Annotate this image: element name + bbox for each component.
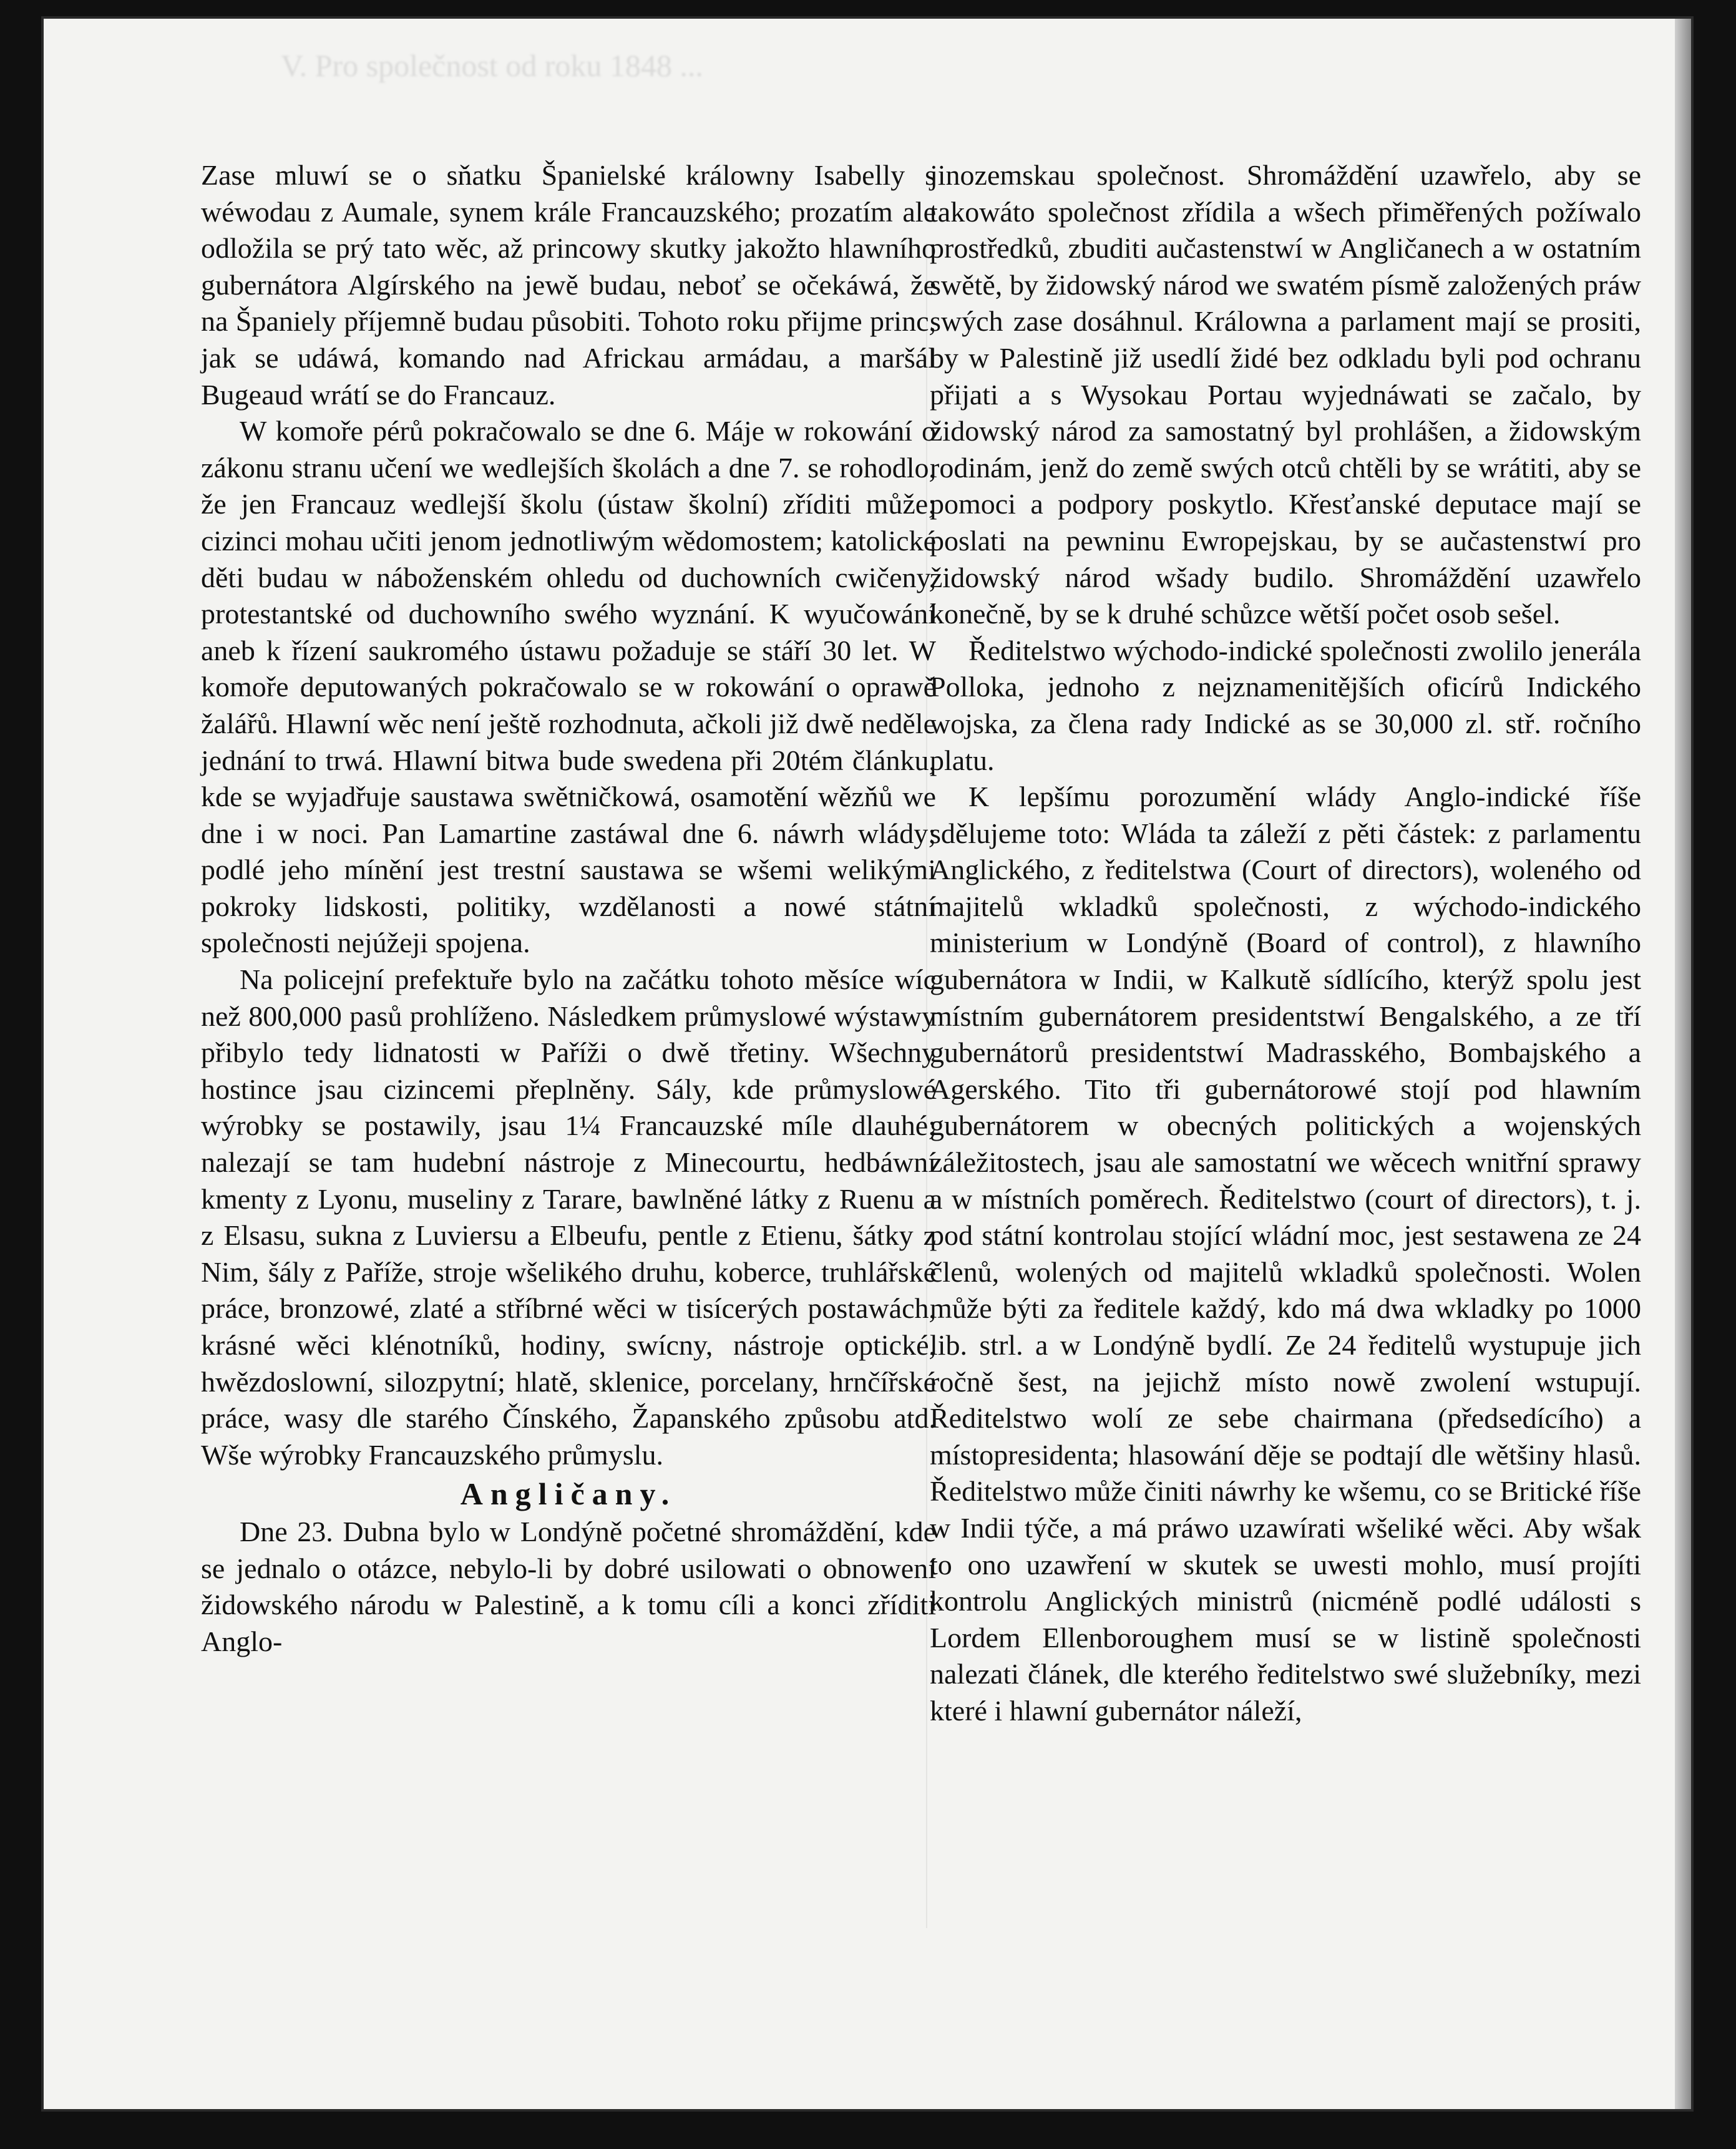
paragraph-chamber: W komoře pérů pokračowalo se dne 6. Máje w rokowání o zákonu stranu učení we wedlejších školách a dne 7. se rohodlo, že jen Francauz wedlejší školu (ústaw školní) zříditi může; cizinci mohau učiti jenom jednotliwým wědomostem; katolické děti budau w náboženském ohledu od duchowních cwičeny, protestantské od duchowního swého wyznání. K wyučowání aneb k řízení saukromého ústawu požaduje se stáří 30 let. W komoře deputowaných pokračowalo se w rokowání o oprawě žalářů. Hlawní wěc není ještě rozhodnuta, ačkoli již dwě neděle jednání to trwá. Hlawní bitwa bude swedena při 20tém článku, kde se wyjadřuje saustawa swětničkowá, osamotění wězňů we dne i w noci. Pan Lamartine zastáwal dne 6. náwrh wlády; podlé jeho mínění jest trestní saustawa se wšemi welikými pokroky lidskosti, politiky, wzdělanosti a nowé státní společnosti nejúžeji spojena. <box>201 415 936 959</box>
paragraph-pollok: Ředitelstwo wýchodo-indické společnosti zwolilo jenerála Polloka, jednoho z nejznamenitějších oficírů Indického wojska, za člena rady Indické as se 30,000 zl. stř. ročního platu. <box>930 634 1641 776</box>
section-heading-england: Angličany. <box>460 1476 677 1512</box>
newspaper-page <box>44 19 1691 2109</box>
paragraph-society: jinozemskau společnost. Shromáždění uzawřelo, aby se takowáto společnost zřídila a wšech přiměřených požíwalo prostředků, zbuditi aučastenstwí w Angličanech a w ostatním swětě, by židowský národ we swatém písmě založených práw swých zase dosáhnul. Králowna a parlament mají se prositi, by w Palestině již usedlí židé bez odkladu byli pod ochranu přijati a s Wysokau Portau wyjednáwati se začalo, by židowský národ za samostatný byl prohlášen, a židowským rodinám, jenž do země swých otců chtěli by se wrátiti, aby se pomoci a podpory poskytlo. Křesťanské deputace mají se poslati na pewninu Ewropejskau, by se aučastenstwí pro židowský národ wšady budilo. Shromáždění uzawřelo konečně, by se k druhé schůzce wětší počet osob sešel. <box>930 159 1641 630</box>
left-column <box>201 157 936 1660</box>
bleed-through-text: V. Pro společnost od roku 1848 ... <box>281 48 703 83</box>
paragraph-london-meeting: Dne 23. Dubna bylo w Londýně početné shromáždění, kde se jednalo o otázce, nebylo-li by dobré usilowati o obnowení židowského národu w Palestině, a k tomu cíli a konci zříditi Anglo- <box>201 1515 936 1657</box>
page-edge <box>1675 19 1691 2109</box>
paragraph-prefecture: Na policejní prefektuře bylo na začátku tohoto měsíce wíc než 800,000 pasů prohlíženo. Následkem průmyslowé wýstawy přibylo tedy lidnatosti w Paříži o dwě třetiny. Wšechny hostince jsau cizincemi přeplněny. Sály, kde průmyslowé wýrobky se postawily, jsau 1¼ Francauzské míle dlauhé; nalezají se tam hudební nástroje z Minecourtu, hedbáwní kmenty z Lyonu, museliny z Tarare, bawlněné látky z Ruenu a z Elsasu, sukna z Luviersu a Elbeufu, pentle z Etienu, šátky z Nim, šály z Paříže, stroje wšelikého druhu, koberce, truhlářské práce, bronzowé, zlaté a stříbrné wěci w tisícerých postawách, krásné wěci klénotníků, hodiny, swícny, nástroje optické, hwězdoslowní, silozpytní; hlatě, sklenice, porcelany, hrnčířské práce, wasy dle starého Čínského, Žapanského způsobu atd. Wše wýrobky Francauzského průmyslu. <box>201 963 936 1471</box>
paragraph-government: K lepšímu porozumění wlády Anglo-indické říše sdělujeme toto: Wláda ta záleží z pěti částek: z parlamentu Anglického, z ředitelstwa (Court of directors), woleného od majitelů wkladků společnosti, z wýchodo-indického ministerium w Londýně (Board of control), z hlawního gubernátora w Indii, w Kalkutě sídlícího, kterýž spolu jest místním gubernátorem presidentstwí Bengalského, a ze tří gubernátorů presidentstwí Madrasského, Bombajského a Agerského. Tito tři gubernátorowé stojí pod hlawním gubernátorem w obecných politických a wojenských záležitostech, jsau ale samostatní we wěcech wnitřní sprawy a w místních poměrech. Ředitelstwo (court of directors), t. j. pod státní kontrolau stojící wládní moc, jest sestawena ze 24 členů, wolených od majitelů wkladků společnosti. Wolen může býti za ředitele každý, kdo má dwa wkladky po 1000 lib. strl. a w Londýně bydlí. Ze 24 ředitelů wystupuje jich ročně šest, na jejichž místo nowě zwolení wstupují. Ředitelstwo wolí ze sebe chairmana (předsedícího) a místopresidenta; hlasowání děje se podtají dle wětšiny hlasů. Ředitelstwo může činiti náwrhy ke wšemu, co se Britické říše w Indii týče, a má práwo uzawírati wšeliké wěci. Aby wšak to ono uzawření w skutek se uwesti mohlo, musí projíti kontrolu Anglických ministrů (nicméně podlé události s Lordem Ellenboroughem musí se w listině společnosti nalezati článek, dle kterého ředitelstwo swé služebníky, mezi které i hlawní gubernátor náleží, <box>930 781 1641 1727</box>
right-column <box>930 157 1641 1730</box>
paragraph-spain: Zase mluwí se o sňatku Španielské králowny Isabelly s wéwodau z Aumale, synem krále Francauzského; prozatím ale odložila se prý tato wěc, až princowy skutky jakožto hlawního gubernátora Algírského na jewě budau, neboť se očekáwá, že na Španiely příjemně budau působiti. Tohoto roku přijme princ, jak se udáwá, komando nad Africkau armádau, a maršál Bugeaud wrátí se do Francauz. <box>201 159 936 411</box>
